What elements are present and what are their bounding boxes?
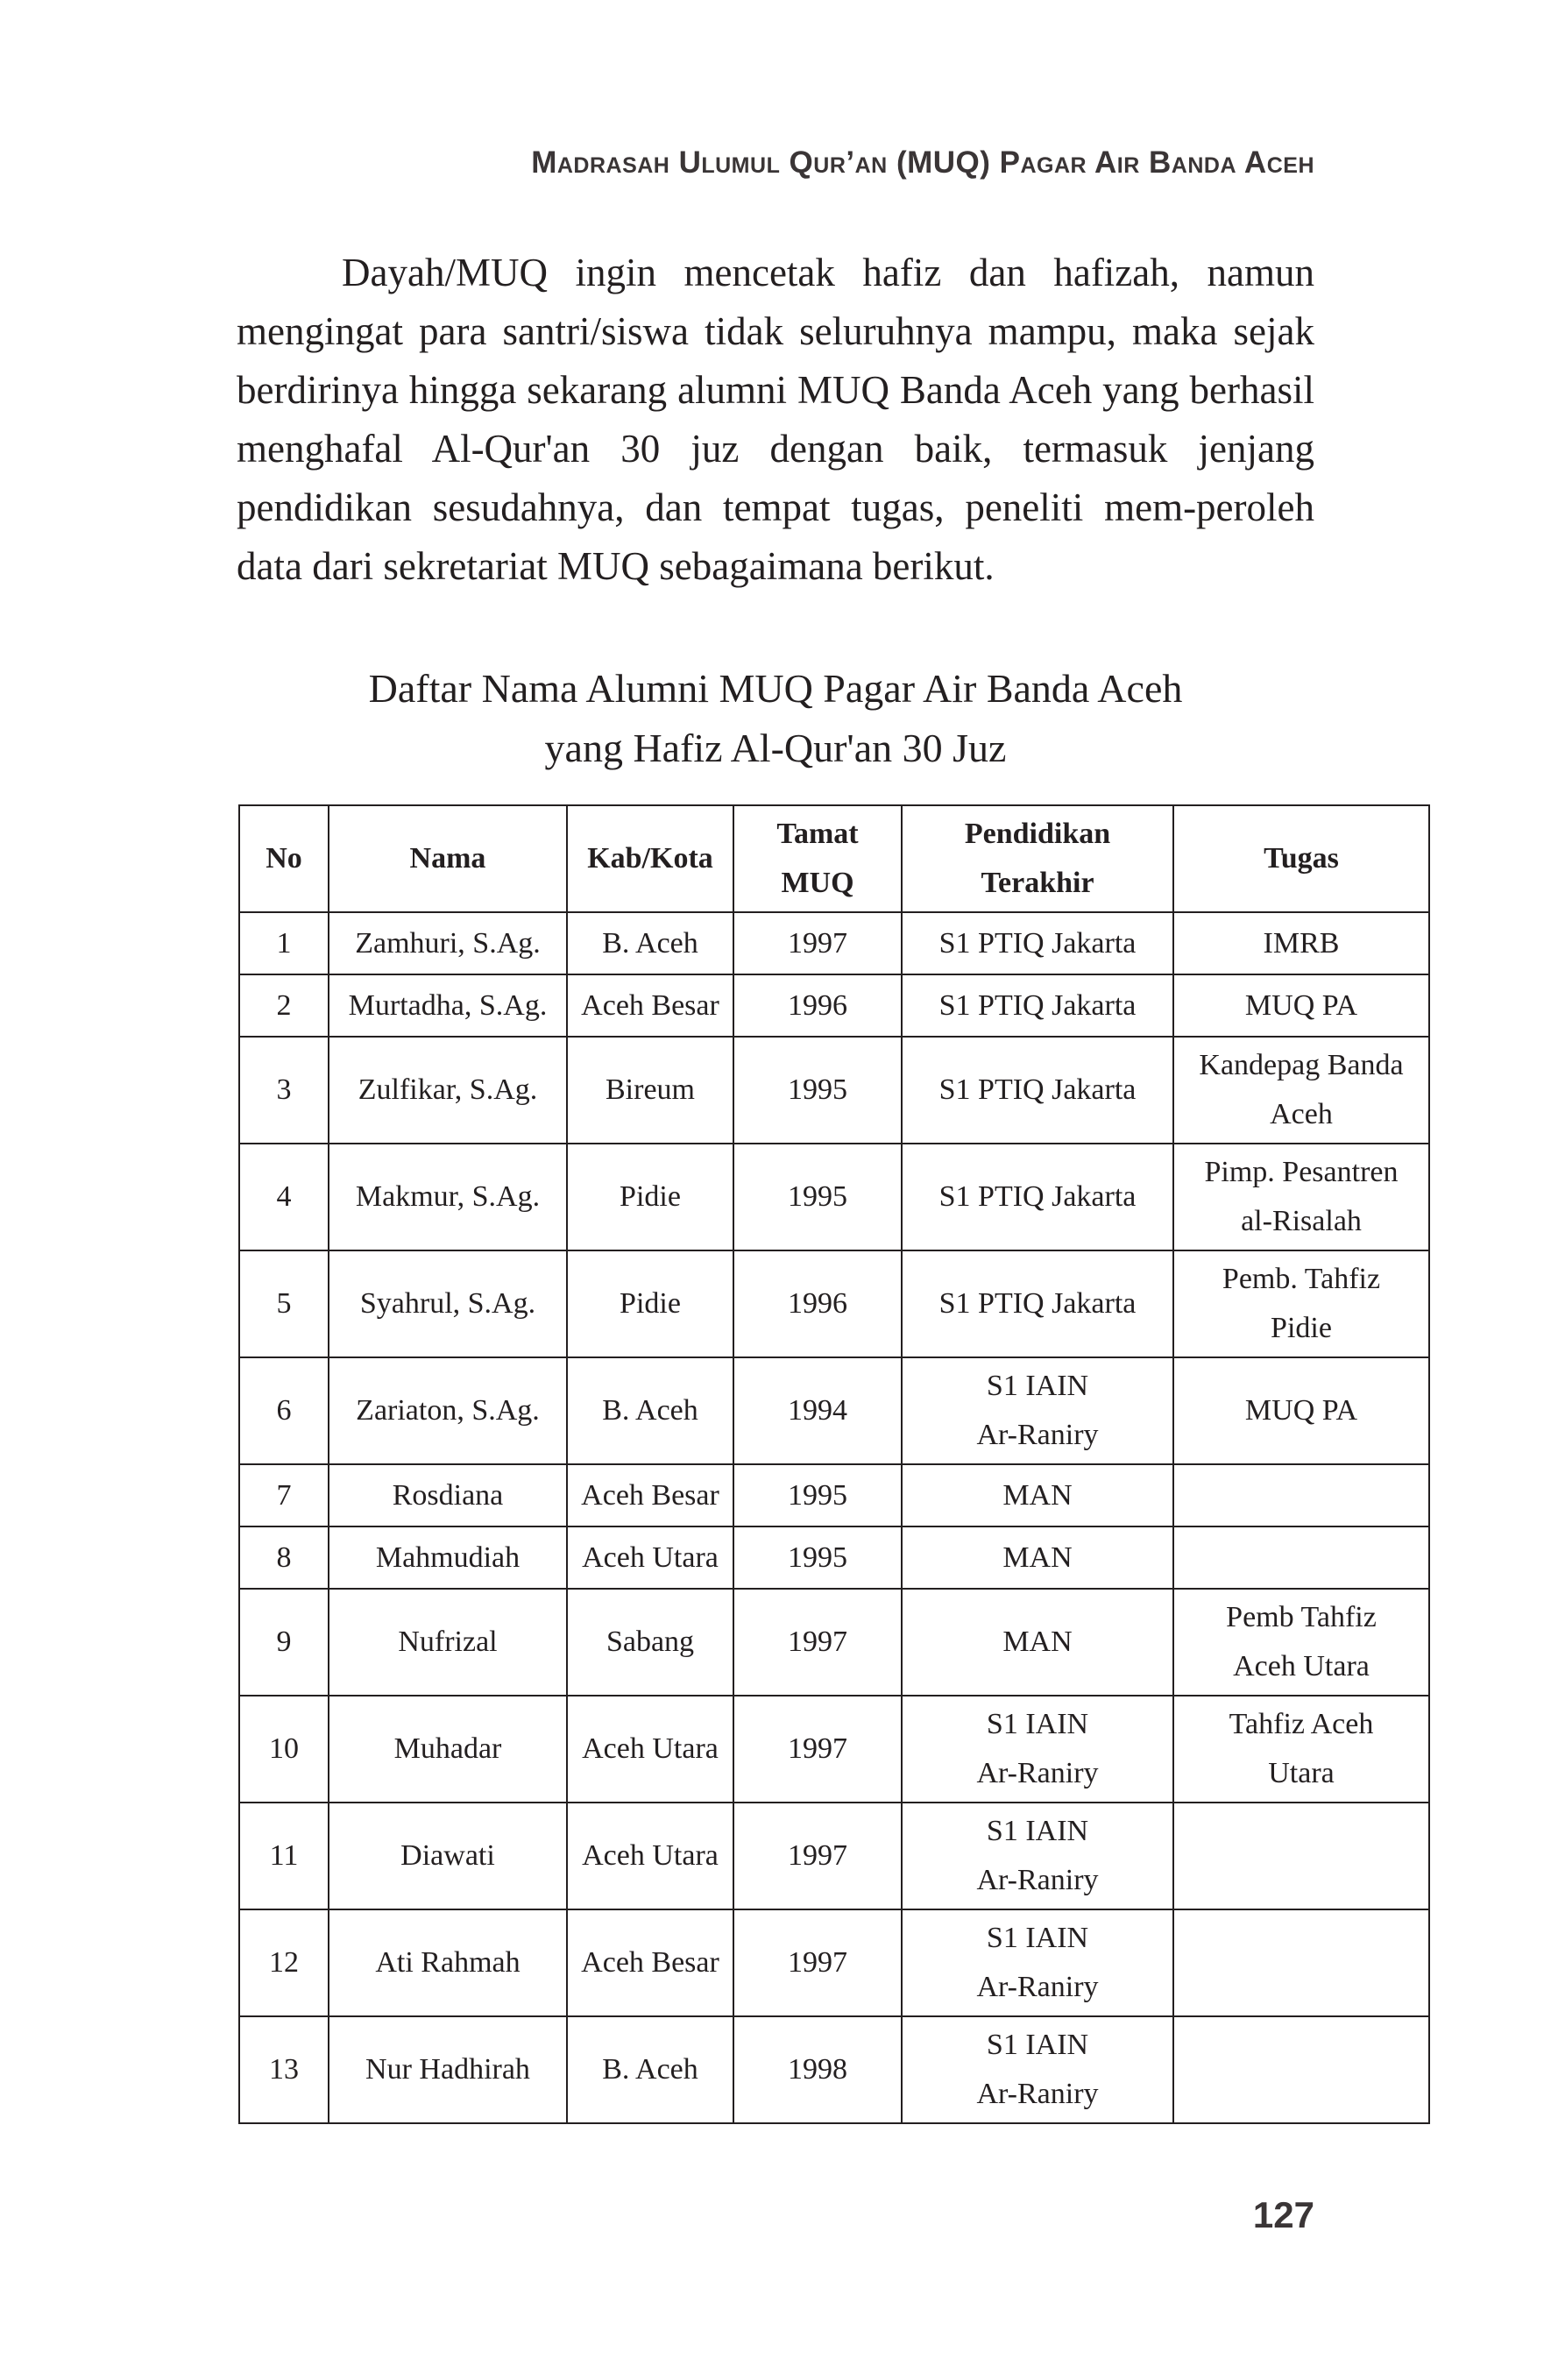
cell-kab-kota [567,1696,733,1803]
table-row [239,1909,1429,2016]
cell-tugas [1173,2016,1429,2123]
running-header: Madrasah Ulumul Qur’an (MUQ) Pagar Air Banda Aceh [531,145,1314,180]
header-no: No [239,805,329,912]
cell-tamat-muq-line-1: 1997 [788,1626,847,1658]
cell-tugas-line-1: Pemb Tahfiz [1226,1601,1377,1633]
cell-tamat-muq [733,1037,902,1144]
header-pendidikan-line-1: Pendidikan [964,818,1111,850]
cell-no-line-1: 2 [276,988,292,1022]
cell-pendidikan-line-1: MAN [1002,1478,1073,1512]
header-tamat-muq [733,805,902,912]
cell-tugas-line-2: Aceh [1270,1098,1333,1130]
cell-no [239,1037,329,1144]
cell-no-line-1: 7 [276,1478,292,1512]
cell-nama-line-1: Zamhuri, S.Ag. [355,926,541,960]
table-row [239,1589,1429,1696]
table-body [239,912,1429,2123]
cell-tugas-line-1: Kandepag Banda [1199,1049,1404,1081]
cell-pendidikan-line-1: S1 PTIQ Jakarta [938,1073,1137,1106]
table-row [239,974,1429,1037]
table-caption-line-2: yang Hafiz Al-Qur'an 30 Juz [544,726,1007,770]
cell-tugas-line-2: Pidie [1271,1312,1332,1344]
cell-tugas [1173,974,1429,1037]
cell-tugas-line-1: Pimp. Pesantren [1204,1156,1399,1188]
table-row [239,1250,1429,1357]
cell-nama [329,1144,567,1250]
cell-kab-kota [567,1526,733,1589]
header-tugas: Tugas [1173,805,1429,912]
cell-no-line-1: 4 [276,1180,292,1213]
cell-kab-kota-line-1: Aceh Besar [581,1478,719,1512]
cell-nama [329,1696,567,1803]
cell-nama-line-1: Diawati [400,1839,495,1872]
cell-tamat-muq-line-1: 1997 [788,926,847,960]
cell-no-line-1: 11 [269,1839,299,1872]
cell-kab-kota [567,2016,733,2123]
cell-no-line-1: 9 [276,1626,292,1658]
cell-tamat-muq [733,1696,902,1803]
cell-nama [329,1909,567,2016]
cell-nama-line-1: Mahmudiah [375,1541,521,1574]
cell-pendidikan [902,1357,1173,1464]
cell-nama-line-1: Nur Hadhirah [365,2053,530,2086]
cell-pendidikan [902,2016,1173,2123]
cell-tamat-muq-line-1: 1995 [788,1478,847,1512]
cell-nama [329,2016,567,2123]
cell-tugas [1173,1250,1429,1357]
table-row [239,1037,1429,1144]
cell-pendidikan [902,912,1173,974]
cell-no-line-1: 3 [276,1073,292,1106]
table-caption [237,659,1314,778]
cell-nama [329,1589,567,1696]
table-row [239,1144,1429,1250]
cell-tugas-line-2: al-Risalah [1241,1205,1362,1237]
cell-pendidikan [902,974,1173,1037]
cell-tugas-line-1: Tahfiz Aceh [1229,1708,1374,1740]
cell-pendidikan [902,1696,1173,1803]
table-caption-line-1: Daftar Nama Alumni MUQ Pagar Air Banda Aceh [368,666,1183,711]
page-number: 127 [1252,2194,1314,2235]
cell-tamat-muq-line-1: 1995 [788,1541,847,1574]
cell-tugas [1173,1909,1429,2016]
cell-pendidikan-line-1: S1 IAIN [986,1370,1089,1402]
cell-tugas [1173,1803,1429,1909]
table-row [239,1803,1429,1909]
cell-nama [329,912,567,974]
cell-kab-kota-line-1: Pidie [620,1180,681,1213]
cell-kab-kota-line-1: Sabang [606,1626,695,1658]
cell-nama [329,1250,567,1357]
cell-kab-kota-line-1: B. Aceh [602,2053,698,2086]
header-tamat-line-2: MUQ [781,867,854,899]
cell-no [239,912,329,974]
cell-tamat-muq [733,974,902,1037]
cell-pendidikan-line-1: MAN [1002,1541,1073,1574]
cell-kab-kota-line-1: B. Aceh [602,926,698,960]
cell-tamat-muq [733,1144,902,1250]
cell-kab-kota [567,1909,733,2016]
cell-pendidikan [902,1144,1173,1250]
cell-kab-kota [567,1357,733,1464]
cell-no-line-1: 5 [276,1287,292,1320]
cell-kab-kota [567,1037,733,1144]
cell-tamat-muq-line-1: 1996 [788,988,847,1022]
cell-kab-kota-line-1: B. Aceh [602,1394,698,1427]
cell-pendidikan [902,1250,1173,1357]
cell-nama [329,974,567,1037]
cell-no [239,974,329,1037]
cell-kab-kota [567,974,733,1037]
cell-kab-kota-line-1: Aceh Utara [582,1541,719,1574]
cell-no [239,1696,329,1803]
cell-no-line-1: 12 [269,1946,299,1979]
cell-pendidikan-line-2: Ar-Raniry [976,1971,1099,2003]
cell-tugas [1173,1696,1429,1803]
table-row [239,912,1429,974]
cell-kab-kota-line-1: Aceh Utara [582,1732,719,1765]
cell-tugas-line-2: Aceh Utara [1233,1650,1370,1682]
cell-tamat-muq [733,1589,902,1696]
cell-pendidikan [902,1803,1173,1909]
cell-tamat-muq-line-1: 1996 [788,1287,847,1320]
body-paragraph: Dayah/MUQ ingin mencetak hafiz dan hafizah, namun mengingat para santri/siswa tidak seluruhnya mampu, maka sejak berdirinya hingga sekarang alumni MUQ Banda Aceh yang berhasil menghafal Al-Qur'an 30 juz dengan baik, termasuk jenjang pendidikan sesudahnya, dan tempat tugas, peneliti mem-peroleh data dari sekretariat MUQ sebagaimana berikut. [237,251,1314,588]
cell-tamat-muq [733,1250,902,1357]
cell-pendidikan-line-1: S1 PTIQ Jakarta [938,1287,1137,1320]
table-row [239,1357,1429,1464]
cell-pendidikan [902,1464,1173,1526]
cell-tamat-muq-line-1: 1998 [788,2053,847,2086]
cell-tugas-line-2: Utara [1268,1757,1335,1789]
alumni-table [238,804,1430,2124]
cell-no-line-1: 6 [276,1394,292,1427]
cell-tamat-muq-line-1: 1997 [788,1839,847,1872]
cell-tamat-muq [733,1526,902,1589]
header-pendidikan-line-2: Terakhir [981,867,1094,899]
cell-pendidikan-line-2: Ar-Raniry [976,1419,1099,1451]
cell-no [239,1144,329,1250]
cell-tamat-muq [733,1803,902,1909]
header-kab-kota: Kab/Kota [567,805,733,912]
cell-pendidikan [902,1037,1173,1144]
cell-pendidikan-line-1: S1 IAIN [986,1708,1089,1740]
cell-tamat-muq-line-1: 1997 [788,1732,847,1765]
cell-kab-kota-line-1: Pidie [620,1287,681,1320]
cell-nama [329,1526,567,1589]
cell-no [239,1250,329,1357]
cell-nama-line-1: Ati Rahmah [375,1946,521,1979]
cell-pendidikan [902,1526,1173,1589]
cell-nama-line-1: Zariaton, S.Ag. [356,1394,540,1427]
cell-tugas [1173,1464,1429,1526]
cell-no [239,1909,329,2016]
header-pendidikan-terakhir [902,805,1173,912]
cell-no-line-1: 10 [269,1732,299,1765]
cell-tamat-muq-line-1: 1995 [788,1073,847,1106]
cell-no [239,2016,329,2123]
cell-pendidikan-line-1: S1 IAIN [986,1815,1089,1847]
cell-pendidikan-line-2: Ar-Raniry [976,1757,1099,1789]
cell-pendidikan [902,1589,1173,1696]
cell-tamat-muq [733,1464,902,1526]
table-row [239,2016,1429,2123]
cell-pendidikan-line-1: S1 IAIN [986,1922,1089,1954]
cell-no-line-1: 8 [276,1541,292,1574]
cell-tugas-line-1: MUQ PA [1244,988,1358,1022]
cell-no [239,1589,329,1696]
cell-nama-line-1: Makmur, S.Ag. [355,1180,541,1213]
cell-no [239,1357,329,1464]
cell-nama [329,1464,567,1526]
cell-pendidikan-line-2: Ar-Raniry [976,2078,1099,2110]
header-nama: Nama [329,805,567,912]
cell-tugas [1173,1144,1429,1250]
cell-kab-kota-line-1: Bireum [606,1073,695,1106]
cell-kab-kota [567,1250,733,1357]
cell-tamat-muq [733,1909,902,2016]
cell-kab-kota [567,912,733,974]
cell-nama-line-1: Nufrizal [398,1626,498,1658]
cell-kab-kota [567,1803,733,1909]
cell-kab-kota [567,1464,733,1526]
cell-tugas [1173,1526,1429,1589]
cell-tugas-line-1: IMRB [1263,926,1340,960]
cell-nama [329,1037,567,1144]
cell-nama [329,1357,567,1464]
table-header-row [239,805,1429,912]
cell-nama [329,1803,567,1909]
cell-kab-kota-line-1: Aceh Besar [581,1946,719,1979]
cell-nama-line-1: Muhadar [393,1732,502,1765]
cell-nama-line-1: Syahrul, S.Ag. [359,1287,536,1320]
cell-pendidikan-line-1: S1 PTIQ Jakarta [938,988,1137,1022]
cell-nama-line-1: Murtadha, S.Ag. [348,988,548,1022]
cell-tugas [1173,1037,1429,1144]
cell-no [239,1526,329,1589]
cell-tamat-muq-line-1: 1995 [788,1180,847,1213]
cell-kab-kota-line-1: Aceh Besar [581,988,719,1022]
table-row [239,1464,1429,1526]
cell-tamat-muq [733,912,902,974]
cell-tugas [1173,1589,1429,1696]
cell-tamat-muq [733,2016,902,2123]
table-row [239,1526,1429,1589]
cell-pendidikan-line-1: MAN [1002,1626,1073,1658]
cell-pendidikan-line-2: Ar-Raniry [976,1864,1099,1896]
cell-tugas-line-1: MUQ PA [1244,1394,1358,1427]
cell-no [239,1803,329,1909]
cell-pendidikan-line-1: S1 PTIQ Jakarta [938,926,1137,960]
cell-tugas [1173,912,1429,974]
cell-pendidikan-line-1: S1 PTIQ Jakarta [938,1180,1137,1213]
header-tamat-line-1: Tamat [776,818,859,850]
table-row [239,1696,1429,1803]
cell-no [239,1464,329,1526]
cell-tugas [1173,1357,1429,1464]
cell-kab-kota-line-1: Aceh Utara [582,1839,719,1872]
cell-nama-line-1: Rosdiana [392,1478,504,1512]
cell-no-line-1: 13 [269,2053,299,2086]
cell-tamat-muq [733,1357,902,1464]
cell-tugas-line-1: Pemb. Tahfiz [1222,1263,1381,1295]
cell-no-line-1: 1 [276,926,292,960]
cell-nama-line-1: Zulfikar, S.Ag. [358,1073,538,1106]
cell-tamat-muq-line-1: 1997 [788,1946,847,1979]
cell-tamat-muq-line-1: 1994 [788,1394,847,1427]
cell-pendidikan [902,1909,1173,2016]
cell-pendidikan-line-1: S1 IAIN [986,2029,1089,2061]
cell-kab-kota [567,1589,733,1696]
cell-kab-kota [567,1144,733,1250]
